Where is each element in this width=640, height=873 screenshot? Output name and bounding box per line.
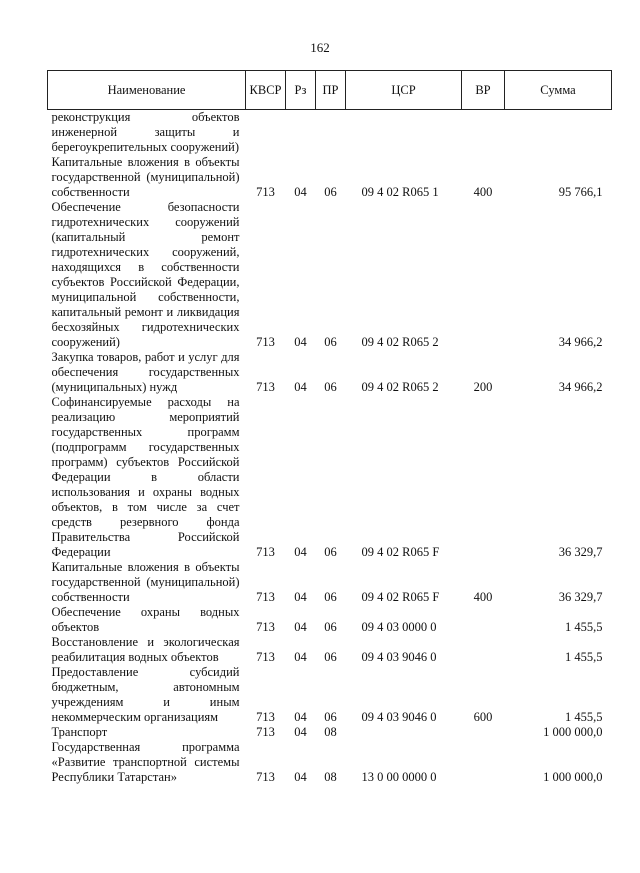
table-row xyxy=(48,665,612,725)
row-sum: 34 966,2 xyxy=(558,335,603,349)
row-name: Обеспечение безопасности гидротехнических сооружений (капитальный ремонт гидротехнических сооружений, находящихся в собственности субъектов Российской Федерации, муниципальной собственности, капитальный ремонт и ликвидация бесхозяйных гидротехнических сооружений) xyxy=(51,200,240,349)
row-name: Закупка товаров, работ и услуг для обеспечения государственных (муниципальных) нужд xyxy=(51,350,240,394)
table-row xyxy=(48,605,612,635)
row-csr: 09 4 03 9046 0 xyxy=(361,710,437,724)
row-kvsr xyxy=(246,110,286,156)
row-kvsr: 713 xyxy=(256,590,275,604)
table-row xyxy=(48,110,612,156)
row-kvsr: 713 xyxy=(256,185,275,199)
row-sum: 36 329,7 xyxy=(558,545,603,559)
row-sum: 1 455,5 xyxy=(565,710,603,724)
row-rz: 04 xyxy=(294,185,307,199)
row-rz: 04 xyxy=(294,545,307,559)
page-number: 162 xyxy=(310,40,330,55)
row-kvsr: 713 xyxy=(256,335,275,349)
row-sum: 1 455,5 xyxy=(565,620,603,634)
row-csr xyxy=(346,110,462,156)
row-kvsr: 713 xyxy=(256,620,275,634)
row-name: Предоставление субсидий бюджетным, автономным учреждениям и иным некоммерческим организациям xyxy=(51,665,240,724)
row-kvsr: 713 xyxy=(256,710,275,724)
table-row xyxy=(48,740,612,785)
row-rz: 04 xyxy=(294,710,307,724)
row-name: Капитальные вложения в объекты государственной (муниципальной) собственности xyxy=(51,155,240,199)
header-kvsr: КВСР xyxy=(246,71,286,110)
row-rz: 04 xyxy=(294,380,307,394)
row-name: Софинансируемые расходы на реализацию мероприятий государственных программ (подпрограмм государственных программ) субъектов Российской Федерации в области использования и охраны водных объектов, в том числе за счет средств резервного фонда Правительства Российской Федерации xyxy=(51,395,240,559)
row-name: Транспорт xyxy=(51,725,108,739)
table-row xyxy=(48,155,612,200)
row-rz: 04 xyxy=(294,590,307,604)
row-sum: 1 000 000,0 xyxy=(543,725,603,739)
table-row xyxy=(48,395,612,560)
row-rz: 04 xyxy=(294,620,307,634)
row-pr: 06 xyxy=(324,380,337,394)
row-pr: 06 xyxy=(324,545,337,559)
row-pr: 06 xyxy=(324,710,337,724)
row-csr: 09 4 02 R065 1 xyxy=(361,185,439,199)
row-kvsr: 713 xyxy=(256,545,275,559)
row-name: Государственная программа «Развитие транспортной системы Республики Татарстан» xyxy=(51,740,240,784)
row-vr xyxy=(462,740,505,785)
row-vr xyxy=(462,110,505,156)
row-pr: 06 xyxy=(324,335,337,349)
row-name: Обеспечение охраны водных объектов xyxy=(51,605,240,634)
row-name: Восстановление и экологическая реабилитация водных объектов xyxy=(51,635,240,664)
table-header xyxy=(48,71,612,110)
row-kvsr: 713 xyxy=(256,380,275,394)
row-rz: 04 xyxy=(294,335,307,349)
table-row xyxy=(48,560,612,605)
row-sum xyxy=(505,110,612,156)
row-sum: 95 766,1 xyxy=(558,185,603,199)
row-csr: 09 4 02 R065 F xyxy=(361,590,440,604)
row-pr: 08 xyxy=(324,770,337,784)
header-name: Наименование xyxy=(48,71,246,110)
row-vr: 600 xyxy=(473,710,493,724)
header-rz: Рз xyxy=(286,71,316,110)
table-row xyxy=(48,200,612,350)
row-csr: 09 4 02 R065 F xyxy=(361,545,440,559)
row-vr xyxy=(462,725,505,740)
table-body xyxy=(48,110,612,786)
row-vr xyxy=(462,395,505,560)
header-sum: Сумма xyxy=(505,71,612,110)
row-sum: 36 329,7 xyxy=(558,590,603,604)
row-csr: 09 4 03 9046 0 xyxy=(361,650,437,664)
row-name: реконструкция объектов инженерной защиты и берегоукрепительных сооружений) xyxy=(51,110,240,154)
header-csr: ЦСР xyxy=(346,71,462,110)
table-row xyxy=(48,635,612,665)
row-vr: 400 xyxy=(473,590,493,604)
row-csr: 09 4 02 R065 2 xyxy=(361,335,439,349)
row-csr: 09 4 03 0000 0 xyxy=(361,620,437,634)
header-pr: ПР xyxy=(316,71,346,110)
header-vr: ВР xyxy=(462,71,505,110)
row-csr: 13 0 00 0000 0 xyxy=(361,770,437,784)
row-vr xyxy=(462,200,505,350)
row-pr: 06 xyxy=(324,620,337,634)
row-rz: 04 xyxy=(294,770,307,784)
row-vr: 400 xyxy=(473,185,493,199)
row-vr: 200 xyxy=(473,380,493,394)
row-kvsr: 713 xyxy=(256,725,275,739)
table-row xyxy=(48,725,612,740)
row-rz xyxy=(286,110,316,156)
row-rz: 04 xyxy=(294,650,307,664)
budget-table xyxy=(47,70,612,785)
row-sum: 1 000 000,0 xyxy=(543,770,603,784)
row-sum: 34 966,2 xyxy=(558,380,603,394)
row-csr: 09 4 02 R065 2 xyxy=(361,380,439,394)
row-rz: 04 xyxy=(294,725,307,739)
row-vr xyxy=(462,635,505,665)
row-pr: 06 xyxy=(324,650,337,664)
table-row xyxy=(48,350,612,395)
row-pr xyxy=(316,110,346,156)
row-vr xyxy=(462,605,505,635)
row-kvsr: 713 xyxy=(256,650,275,664)
row-kvsr: 713 xyxy=(256,770,275,784)
row-pr: 06 xyxy=(324,590,337,604)
row-name: Капитальные вложения в объекты государственной (муниципальной) собственности xyxy=(51,560,240,604)
row-sum: 1 455,5 xyxy=(565,650,603,664)
row-pr: 08 xyxy=(324,725,337,739)
row-csr xyxy=(346,725,462,740)
row-pr: 06 xyxy=(324,185,337,199)
